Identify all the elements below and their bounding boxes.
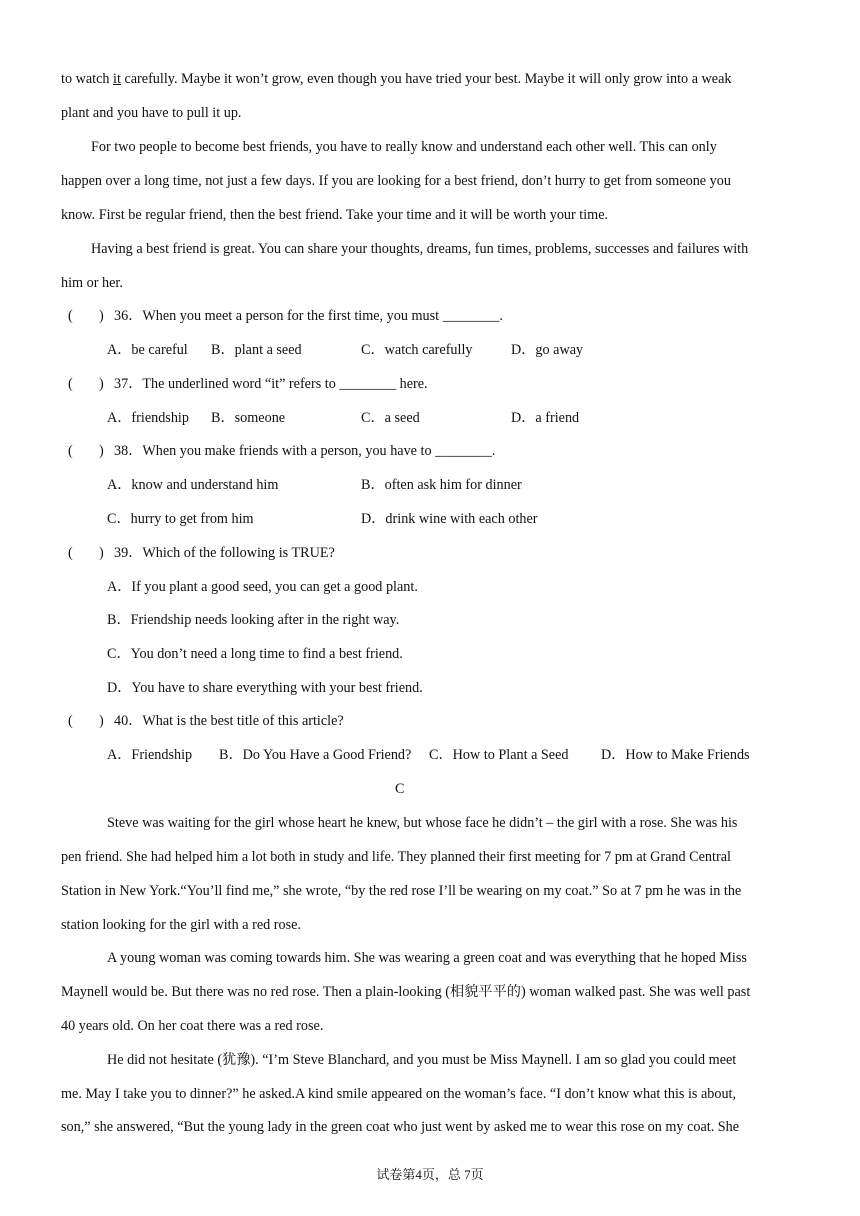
- q40-option-b: B．Do You Have a Good Friend?: [219, 747, 412, 763]
- answer-paren-close: ): [99, 545, 104, 561]
- passage-b-line: him or her.: [61, 275, 123, 291]
- answer-paren-close: ): [99, 443, 104, 459]
- q37-option-a: A．friendship: [107, 410, 189, 426]
- q39-option-a: A．If you plant a good seed, you can get a good plant.: [107, 579, 418, 595]
- passage-b-line: Having a best friend is great. You can share your thoughts, dreams, fun times, problems, successes and failures with: [91, 241, 749, 257]
- question-stem-37: 37．The underlined word “it” refers to ________ here.: [114, 376, 428, 392]
- passage-c-line: Station in New York.“You’ll find me,” she wrote, “by the red rose I’ll be wearing on my coat.” So at 7 pm he was in the: [61, 883, 742, 899]
- q37-option-d: D．a friend: [511, 410, 580, 426]
- passage-c-line: pen friend. She had helped him a lot both in study and life. They planned their first meeting for 7 pm at Grand Central: [61, 849, 731, 865]
- q40-option-d: D．How to Make Friends: [601, 747, 750, 763]
- answer-paren-open: (: [68, 308, 73, 324]
- page-footer: 试卷第4页，总 7页: [376, 1167, 484, 1182]
- passage-b-line: [61, 70, 731, 88]
- passage-c-line: son,” she answered, “But the young lady in the green coat who just went by asked me to wear this rose on my coat. She: [61, 1119, 740, 1135]
- q39-option-b: B．Friendship needs looking after in the right way.: [107, 612, 400, 628]
- answer-paren-open: (: [68, 713, 73, 729]
- section-heading-c: C: [395, 781, 405, 797]
- passage-b-line: plant and you have to pull it up.: [61, 105, 242, 121]
- underlined-word-it: it: [113, 71, 121, 87]
- q36-option-d: D．go away: [511, 342, 584, 358]
- answer-paren-close: ): [99, 376, 104, 392]
- q39-option-d: D．You have to share everything with your best friend.: [107, 680, 423, 696]
- passage-b-line: know. First be regular friend, then the best friend. Take your time and it will be worth your time.: [61, 207, 609, 223]
- q38-option-b: B．often ask him for dinner: [361, 477, 522, 493]
- passage-c-line: He did not hesitate (犹豫). “I’m Steve Blanchard, and you must be Miss Maynell. I am so glad you could meet: [107, 1052, 737, 1068]
- q36-option-b: B．plant a seed: [211, 342, 302, 358]
- q40-option-c: C．How to Plant a Seed: [429, 747, 569, 763]
- q36-option-a: A．be careful: [107, 342, 188, 358]
- answer-paren-close: ): [99, 713, 104, 729]
- passage-c-line: 40 years old. On her coat there was a red rose.: [61, 1018, 324, 1034]
- passage-b-line: happen over a long time, not just a few days. If you are looking for a best friend, don’t hurry to get from someone you: [61, 173, 731, 189]
- q37-option-b: B．someone: [211, 410, 286, 426]
- question-stem-39: 39．Which of the following is TRUE?: [114, 545, 335, 561]
- question-stem-36: 36．When you meet a person for the first time, you must ________.: [114, 308, 503, 324]
- q39-option-c: C．You don’t need a long time to find a best friend.: [107, 646, 403, 662]
- q36-option-c: C．watch carefully: [361, 342, 473, 358]
- passage-c-line: Steve was waiting for the girl whose heart he knew, but whose face he didn’t – the girl with a rose. She was his: [107, 815, 738, 831]
- answer-paren-open: (: [68, 376, 73, 392]
- passage-c-line: station looking for the girl with a red rose.: [61, 917, 301, 933]
- q37-option-c: C．a seed: [361, 410, 420, 426]
- q38-option-a: A．know and understand him: [107, 477, 279, 493]
- passage-c-line: Maynell would be. But there was no red rose. Then a plain-looking (相貌平平的) woman walked past. She was well past: [61, 984, 751, 1000]
- question-stem-38: 38．When you make friends with a person, you have to ________.: [114, 443, 496, 459]
- passage-b-line: For two people to become best friends, you have to really know and understand each other well. This can only: [91, 139, 717, 155]
- q40-option-a: A．Friendship: [107, 747, 193, 763]
- q38-option-d: D．drink wine with each other: [361, 511, 538, 527]
- answer-paren-close: ): [99, 308, 104, 324]
- answer-paren-open: (: [68, 545, 73, 561]
- answer-paren-open: (: [68, 443, 73, 459]
- question-stem-40: 40．What is the best title of this article?: [114, 713, 344, 729]
- passage-c-line: me. May I take you to dinner?” he asked.A kind smile appeared on the woman’s face. “I don’t know what this is about,: [61, 1086, 737, 1102]
- text-span: carefully. Maybe it won’t grow, even though you have tried your best. Maybe it will only grow into a weak: [120, 71, 732, 87]
- text-span: to watch: [61, 71, 114, 87]
- q38-option-c: C．hurry to get from him: [107, 511, 254, 527]
- passage-c-line: A young woman was coming towards him. She was wearing a green coat and was everything that he hoped Miss: [107, 950, 747, 966]
